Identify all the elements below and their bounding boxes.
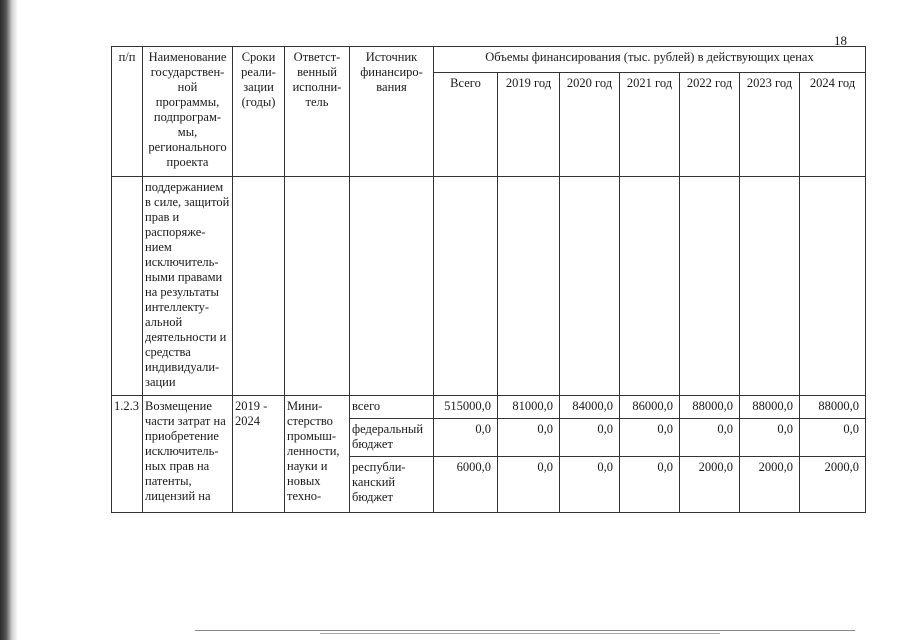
header-source: Источник финансиро-вания <box>350 47 434 177</box>
value-cell: 0,0 <box>560 419 620 457</box>
scan-artifact-line <box>320 633 720 634</box>
header-2023: 2023 год <box>740 73 800 177</box>
value-cell: 0,0 <box>498 419 560 457</box>
header-num: п/п <box>112 47 143 177</box>
row-name: Возмещение части затрат на приобретение исключитель-ных прав на патенты, лицензий на <box>143 396 233 513</box>
header-2020: 2020 год <box>560 73 620 177</box>
header-2019: 2019 год <box>498 73 560 177</box>
value-cell: 88000,0 <box>800 396 866 419</box>
header-total: Всего <box>434 73 498 177</box>
row-num: 1.2.3 <box>112 396 143 513</box>
header-period: Сроки реали-зации (годы) <box>233 47 285 177</box>
row-responsible: Мини-стерство промыш-ленности, науки и новых техно- <box>285 396 350 513</box>
value-cell: 86000,0 <box>620 396 680 419</box>
header-name: Наименование государствен-ной программы, подпрограм-мы, регионального проекта <box>143 47 233 177</box>
header-responsible: Ответст-венный исполни-тель <box>285 47 350 177</box>
value-cell: 2000,0 <box>800 457 866 513</box>
source-federal: федеральный бюджет <box>350 419 434 457</box>
header-2024: 2024 год <box>800 73 866 177</box>
value-cell: 0,0 <box>498 457 560 513</box>
value-cell: 2000,0 <box>680 457 740 513</box>
scan-left-edge <box>0 0 18 640</box>
source-total: всего <box>350 396 434 419</box>
value-cell: 0,0 <box>434 419 498 457</box>
header-volumes: Объемы финансирования (тыс. рублей) в действующих ценах <box>434 47 866 73</box>
header-row <box>112 47 866 73</box>
value-cell: 0,0 <box>620 419 680 457</box>
value-cell: 81000,0 <box>498 396 560 419</box>
value-cell: 0,0 <box>740 419 800 457</box>
table-row <box>112 396 866 419</box>
value-cell: 84000,0 <box>560 396 620 419</box>
value-cell: 2000,0 <box>740 457 800 513</box>
page-number: 18 <box>834 33 847 48</box>
value-cell: 515000,0 <box>434 396 498 419</box>
value-cell: 88000,0 <box>740 396 800 419</box>
value-cell: 0,0 <box>680 419 740 457</box>
row-period: 2019 - 2024 <box>233 396 285 513</box>
value-cell: 0,0 <box>620 457 680 513</box>
continuation-row <box>112 177 866 396</box>
continued-name-text: поддержанием в силе, защитой прав и распоряже-нием исключитель-ными правами на результаты интеллекту-альной деятельности и средства индивидуали-зации <box>143 177 233 396</box>
financing-table <box>111 46 866 513</box>
value-cell: 88000,0 <box>680 396 740 419</box>
header-2021: 2021 год <box>620 73 680 177</box>
scan-artifact-line <box>195 630 855 631</box>
header-2022: 2022 год <box>680 73 740 177</box>
value-cell: 0,0 <box>560 457 620 513</box>
source-republican: республи-канский бюджет <box>350 457 434 513</box>
value-cell: 0,0 <box>800 419 866 457</box>
value-cell: 6000,0 <box>434 457 498 513</box>
